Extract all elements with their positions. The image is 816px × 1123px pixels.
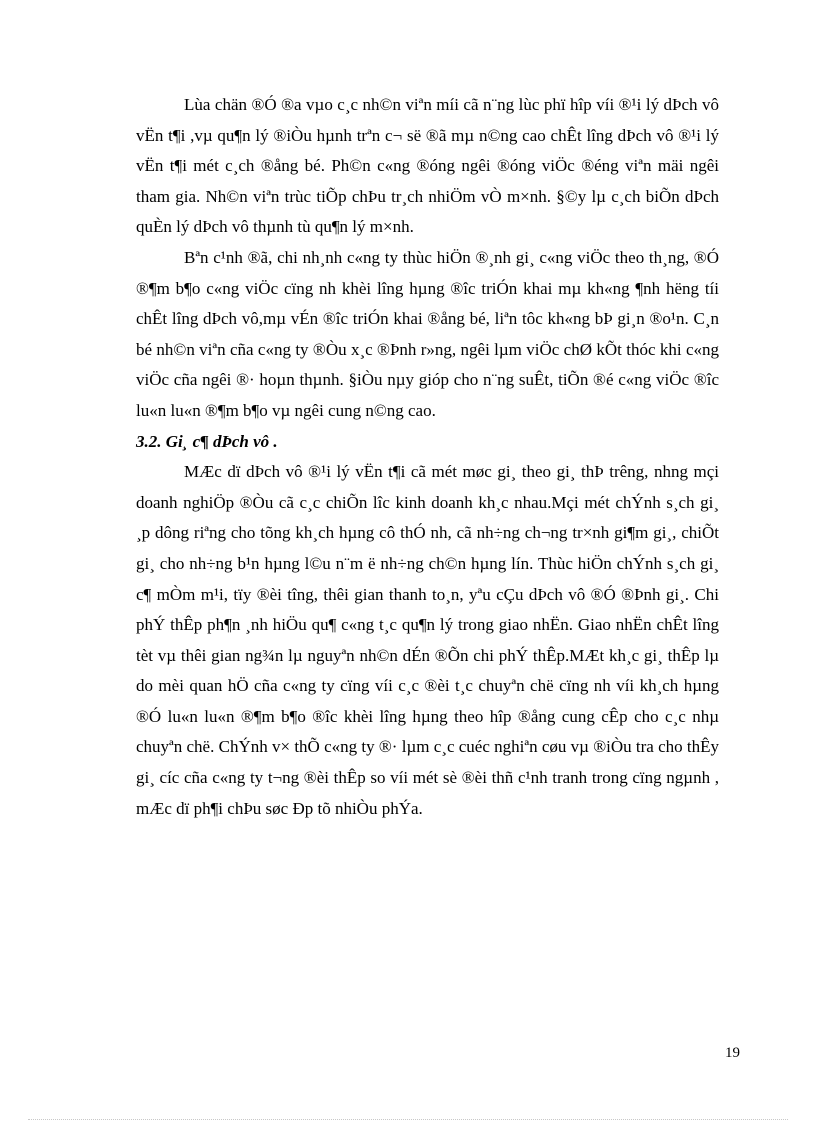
paragraph: Bªn c¹nh ®ã, chi nh¸nh c«ng ty thùc hiÖn ®¸nh gi¸ c«ng viÖc theo th¸ng, ®Ó ®¶m b¶o c«ng viÖc cïng nh khèi lîng hµng ®îc triÓn khai mµ kh«ng ¶nh hëng tíi chÊt lîng dÞch vô,mµ vÉn ®îc triÓn khai ®ång bé, liªn tôc kh«ng bÞ gi¸n ®o¹n. C¸n bé nh©n viªn cña c«ng ty ®Òu x¸c ®Þnh r»ng, ngêi lµm viÖc chØ kÕt thóc khi c«ng viÖc cña ngêi ®· hoµn thµnh. §iÒu nµy gióp cho n¨ng suÊt, tiÕn ®é c«ng viÖc ®îc lu«n lu«n ®¶m b¶o vµ ngêi cung n©ng cao. xyxy=(136,247,719,420)
body-text xyxy=(136,90,719,824)
page-number: 19 xyxy=(725,1045,740,1061)
page-divider xyxy=(28,1119,788,1120)
paragraph: Lùa chän ®Ó ®a vµo c¸c nh©n viªn míi cã n¨ng lùc phï hîp víi ®¹i lý dÞch vô vËn t¶i ,vµ qu¶n lý ®iÒu hµnh trªn c¬ së ®ã mµ n©ng cao chÊt lîng dÞch vô ®¹i lý vËn t¶i mét c¸ch ®ång bé. Ph©n c«ng ®óng ngêi ®óng viÖc ®éng viªn mäi ngêi tham gia. Nh©n viªn trùc tiÕp chÞu tr¸ch nhiÖm vÒ m×nh. §©y lµ c¸ch biÕn dÞch quÈn lý dÞch vô thµnh tù qu¶n lý m×nh. xyxy=(136,95,719,237)
paragraph: MÆc dï dÞch vô ®¹i lý vËn t¶i cã mét møc gi¸ theo gi¸ thÞ trêng, nhng mçi doanh nghiÖp ®Òu cã c¸c chiÕn lîc kinh doanh kh¸c nhau.Mçi mét chÝnh s¸ch gi¸ ¸p dông riªng cho tõng kh¸ch hµng cô thÓ nh, cã nh÷ng ch¬ng tr×nh gi¶m gi¸, chiÕt gi¸ cho nh÷ng b¹n hµng l©u n¨m ë nh÷ng ch©n hµng lín. Thùc hiÖn chÝnh s¸ch gi¸ c¶ mÒm m¹i, tïy ®èi tîng, thêi gian thanh to¸n, yªu cÇu dÞch vô ®Ó ®Þnh gi¸. Chi phÝ thÊp ph¶n ¸nh hiÖu qu¶ c«ng t¸c qu¶n lý trong giao nhËn. Giao nhËn chÊt lîng tèt vµ thêi gian ng¾n lµ nguyªn nh©n dÉn ®Õn chi phÝ thÊp.MÆt kh¸c gi¸ thÊp lµ do mèi quan hÖ cña c«ng ty cïng víi c¸c ®èi t¸c chuyªn chë cïng nh víi kh¸ch hµng ®Ó lu«n lu«n ®¶m b¶o ®îc khèi lîng hµng theo hîp ®ång cung cÊp cho c¸c nhµ chuyªn chë. ChÝnh v× thÕ c«ng ty ®· lµm c¸c cuéc nghiªn cøu vµ ®iÒu tra cho thÊy gi¸ cíc cña c«ng ty t¬ng ®èi thÊp so víi mét sè ®èi thñ c¹nh tranh trong cïng ngµnh , mÆc dï ph¶i chÞu søc Ðp tõ nhiÒu phÝa. xyxy=(136,462,719,818)
section-heading: 3.2. Gi¸ c¶ dÞch vô . xyxy=(136,431,278,451)
